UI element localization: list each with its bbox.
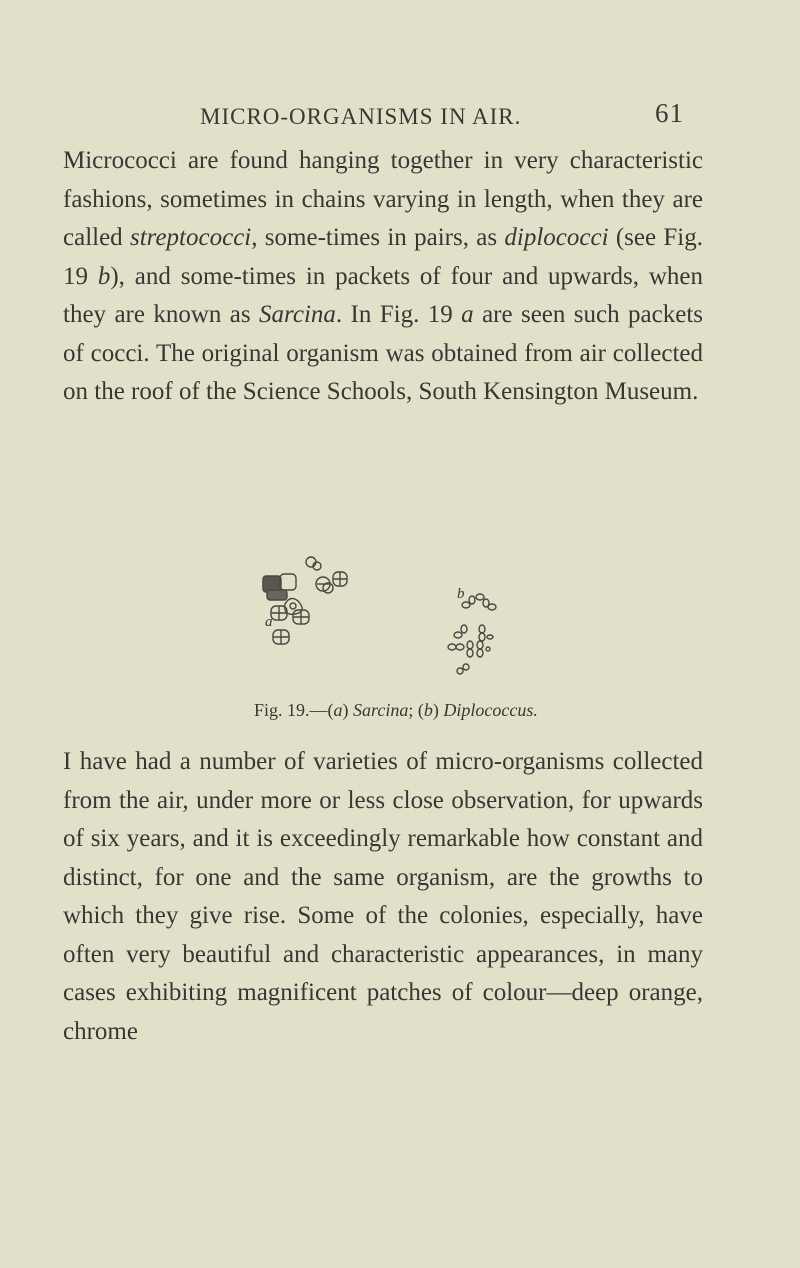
fig-ref-a: a — [461, 301, 474, 328]
p1-text-1: Micrococci are found hanging together in very characteristic fashions, sometimes in chains varying in length, when they are called — [63, 147, 703, 251]
p2-text: I have had a number of varieties of micro-organisms collected from the air, under more or less close observation, for upwards of six years, and it is exceedingly remarkable how constant and distinct, for one and the same organism, are the growths to which they give rise. Some of the colonies, especially, have often very beautiful and characteristic appearances, in many cases exhibiting magnificent patches of colour—deep orange, chrome — [63, 748, 703, 1045]
p1-text-5: . In Fig. 19 — [335, 301, 462, 328]
caption-prefix: Fig. 19.—( — [254, 700, 334, 720]
caption-sarcina: Sarcina — [353, 700, 409, 720]
figure-19 — [225, 538, 625, 698]
figure-illustration — [225, 538, 625, 698]
fig-ref-b: b — [97, 262, 111, 290]
figure-label-b: b — [457, 586, 465, 602]
p1-text-2: , some-times in pairs, as — [251, 224, 505, 251]
running-title: MICRO-ORGANISMS IN AIR. — [200, 104, 522, 129]
page-header — [0, 98, 800, 138]
p1-text-3: (see Fig. 19 — [63, 224, 703, 290]
term-streptococci: streptococci — [129, 224, 252, 251]
caption-mid-1: ) — [342, 700, 354, 720]
term-sarcina: Sarcina — [259, 301, 336, 328]
paragraph-observations — [63, 743, 703, 1051]
p1-text-6: are seen such packets of cocci. The original organism was obtained from air collected on the roof of the Science Schools, South Kensington Museum. — [63, 301, 703, 405]
sarcina-clusters — [263, 557, 496, 674]
caption-mid-2: ; ( — [408, 700, 424, 720]
paragraph-micrococci — [63, 142, 703, 412]
figure-label-a: a — [265, 614, 273, 630]
caption-mid-3: ) — [432, 700, 444, 720]
term-diplococci: diplococci — [504, 224, 609, 251]
p1-text-4: ), and some-times in packets of four and upwards, when they are known as — [63, 262, 703, 328]
figure-caption — [254, 700, 538, 721]
caption-diplococcus: Diplococcus. — [443, 700, 538, 720]
caption-b: b — [423, 700, 433, 720]
page-number: 61 — [655, 98, 684, 128]
caption-a: a — [333, 700, 343, 720]
